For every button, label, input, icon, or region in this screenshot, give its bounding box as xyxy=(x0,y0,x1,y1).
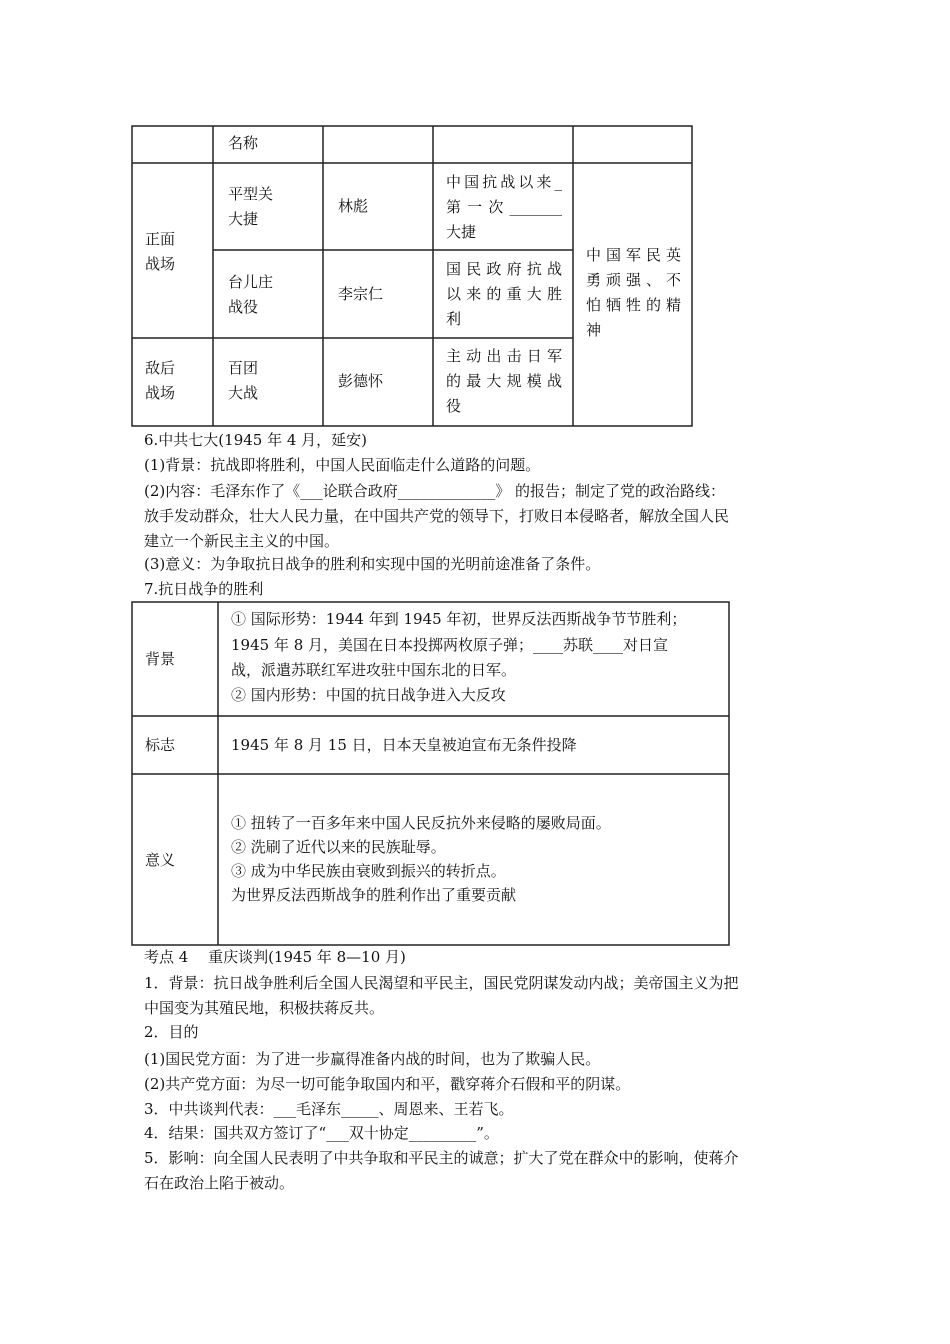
victory-bg-line-1: ① 国际形势：1944 年到 1945 年初，世界反法西斯战争节节胜利； xyxy=(231,610,687,628)
victory-bg-line-2: 1945 年 8 月，美国在日本投掷两枚原子弹；____苏联____对日宣 xyxy=(231,636,669,654)
significance-3: 主动出击日军 的最大规模战 役 xyxy=(446,347,562,415)
sec7-title: 7.抗日战争的胜利 xyxy=(144,580,264,598)
victory-mark-label: 标志 xyxy=(145,736,176,754)
kaodian4-p3: 3．中共谈判代表：___毛泽东_____、周恩来、王若飞。 xyxy=(144,1100,514,1118)
kaodian4-title: 考点 4 重庆谈判(1945 年 8—10 月) xyxy=(144,948,406,966)
victory-sig-line-4: 为世界反法西斯战争的胜利作出了重要贡献 xyxy=(231,886,517,904)
kaodian4-p5a: 5．影响：向全国人民表明了中共争取和平民主的诚意；扩大了党在群众中的影响，使蒋介 xyxy=(144,1149,739,1167)
victory-bg-line-3: 战，派遣苏联红军进攻驻中国东北的日军。 xyxy=(231,661,517,679)
kaodian4-p5b: 石在政治上陷于被动。 xyxy=(144,1174,295,1192)
kaodian4-p1b: 中国变为其殖民地，积极扶蒋反共。 xyxy=(144,999,385,1017)
sec6-content-3: 建立一个新民主主义的中国。 xyxy=(144,532,340,550)
spirit-text: 中国军民英 勇顽强、不 怕牺牲的精 神 xyxy=(586,246,681,339)
sec6-content-1: (2)内容：毛泽东作了《___论联合政府_____________》 的报告；制定了党的政治路线： xyxy=(144,482,726,500)
kaodian4-p2b: (2)共产党方面：为尽一切可能争取国内和平，戳穿蒋介石假和平的阴谋。 xyxy=(144,1075,631,1093)
victory-sig-line-3: ③ 成为中华民族由衰败到振兴的转折点。 xyxy=(231,862,506,880)
kaodian4-p4: 4．结果：国共双方签订了“___双十协定_________”。 xyxy=(144,1124,499,1142)
victory-mark-text: 1945 年 8 月 15 日，日本天皇被迫宣布无条件投降 xyxy=(231,736,577,754)
battle-name-2: 台儿庄 战役 xyxy=(228,273,274,316)
rear-battlefield-label: 敌后 战场 xyxy=(145,359,176,402)
kaodian4-p1a: 1．背景：抗日战争胜利后全国人民渴望和平民主，国民党阴谋发动内战；美帝国主义为把 xyxy=(144,974,739,992)
sec6-title: 6.中共七大(1945 年 4 月，延安) xyxy=(144,431,368,449)
victory-sig-line-2: ② 洗刷了近代以来的民族耻辱。 xyxy=(231,838,446,856)
victory-sig-label: 意义 xyxy=(145,851,176,869)
sec6-background: (1)背景：抗战即将胜利，中国人民面临走什么道路的问题。 xyxy=(144,456,541,474)
kaodian4-p2a: (1)国民党方面：为了进一步赢得准备内战的时间，也为了欺骗人民。 xyxy=(144,1050,601,1068)
sec6-meaning: (3)意义：为争取抗日战争的胜利和实现中国的光明前途准备了条件。 xyxy=(144,555,601,573)
front-battlefield-label: 正面 战场 xyxy=(145,230,176,273)
significance-2: 国民政府抗战 以来的重大胜 利 xyxy=(446,260,562,328)
commander-2: 李宗仁 xyxy=(338,285,384,303)
victory-sig-line-1: ① 扭转了一百多年来中国人民反抗外来侵略的屡败局面。 xyxy=(231,814,611,832)
commander-1: 林彪 xyxy=(338,197,369,215)
battle-name-1: 平型关 大捷 xyxy=(228,185,274,228)
battle-name-3: 百团 大战 xyxy=(228,359,259,402)
kaodian4-p2: 2．目的 xyxy=(144,1023,199,1041)
header-name: 名称 xyxy=(228,134,259,152)
victory-bg-label: 背景 xyxy=(145,650,176,668)
sec6-content-2: 放手发动群众，壮大人民力量，在中国共产党的领导下，打败日本侵略者，解放全国人民 xyxy=(144,507,730,525)
significance-1: 中国抗战以来_ 第一次_______ 大捷 xyxy=(446,173,562,241)
victory-bg-line-4: ② 国内形势：中国的抗日战争进入大反攻 xyxy=(231,686,506,704)
commander-3: 彭德怀 xyxy=(338,372,384,390)
